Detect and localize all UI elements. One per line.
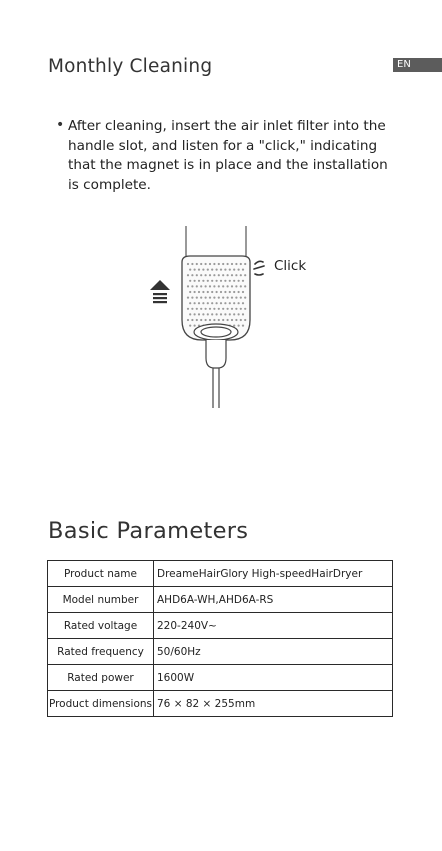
table-row bbox=[48, 639, 393, 665]
param-value: DreameHairGlory High-speedHairDryer bbox=[154, 561, 393, 587]
language-badge: EN bbox=[393, 58, 442, 72]
table-row bbox=[48, 613, 393, 639]
param-key: Product dimensions bbox=[48, 691, 154, 717]
param-key: Rated voltage bbox=[48, 613, 154, 639]
param-key: Rated power bbox=[48, 665, 154, 691]
param-value: AHD6A-WH,AHD6A-RS bbox=[154, 587, 393, 613]
table-row bbox=[48, 587, 393, 613]
param-key: Model number bbox=[48, 587, 154, 613]
param-key: Rated frequency bbox=[48, 639, 154, 665]
table-row bbox=[48, 691, 393, 717]
handle-neck bbox=[206, 340, 226, 368]
bullet-point: • bbox=[56, 117, 65, 133]
filter-cap-inner bbox=[201, 327, 231, 337]
param-key: Product name bbox=[48, 561, 154, 587]
parameters-table bbox=[47, 560, 393, 717]
table-row bbox=[48, 561, 393, 587]
param-value: 76 × 82 × 255mm bbox=[154, 691, 393, 717]
up-arrow-icon bbox=[150, 280, 170, 303]
filter-installation-illustration bbox=[130, 222, 330, 412]
instruction-text: After cleaning, insert the air inlet filter into the handle slot, and listen for a "click," indicating that the magnet is in place and the installation is complete. bbox=[68, 118, 388, 193]
param-value: 50/60Hz bbox=[154, 639, 393, 665]
click-sound-icon bbox=[254, 261, 264, 275]
click-label: Click bbox=[274, 258, 307, 274]
section-title-basic-parameters: Basic Parameters bbox=[48, 518, 249, 544]
table-row bbox=[48, 665, 393, 691]
param-value: 220-240V~ bbox=[154, 613, 393, 639]
param-value: 1600W bbox=[154, 665, 393, 691]
section-title-monthly-cleaning: Monthly Cleaning bbox=[48, 56, 213, 77]
